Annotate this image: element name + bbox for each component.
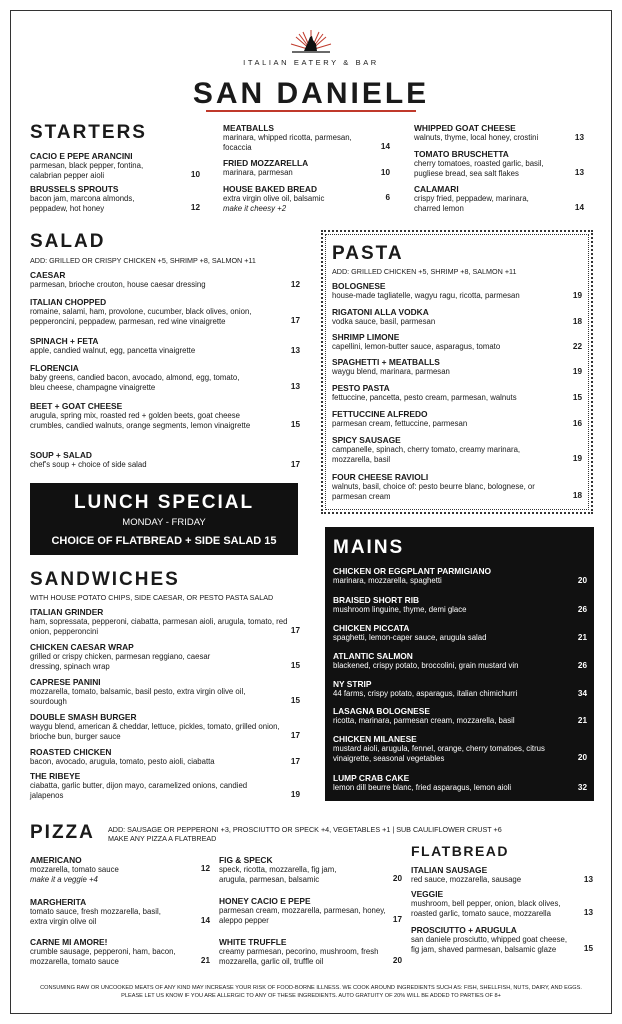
allergy-disclaimer: CONSUMING RAW OR UNCOOKED MEATS OF ANY KIND MAY INCREASE YOUR RISK OF FOOD-BORNE ILLNESS. WE COOK AROUND INGREDIENTS SUCH AS: FISH, SHELLFISH, NUTS, DAIRY, AND EGGS. PLEASE LET US KNOW IF YOU ARE ALLERGIC TO ANY OF THESE INGREDIENTS. AUTO GRATUITY OF 20% WILL BE ADDED TO PARTIES OF 8+	[40, 985, 582, 999]
menu-item: CAESAR parmesan, brioche crouton, house caesar dressing 12	[30, 270, 300, 289]
menu-item: WHIPPED GOAT CHEESE walnuts, thyme, local honey, crostini 13	[414, 123, 584, 142]
menu-item: ATLANTIC SALMON blackened, crispy potato, broccolini, grain mustard vin 26	[333, 651, 587, 670]
sandwiches-title: SANDWICHES	[30, 569, 180, 590]
menu-item: VEGGIE mushroom, bell pepper, onion, black olives, roasted garlic, tomato sauce, mozzarella 13	[411, 889, 593, 918]
pizza-flatbread-note: MAKE ANY PIZZA A FLATBREAD	[108, 834, 217, 843]
menu-item: TOMATO BRUSCHETTA cherry tomatoes, roasted garlic, basil, pugliese bread, sea salt flakes 13	[414, 149, 584, 178]
menu-item: CHICKEN PICCATA spaghetti, lemon-caper sauce, arugula salad 21	[333, 623, 587, 642]
flatbread-title: FLATBREAD	[411, 843, 510, 859]
menu-item: FLORENCIA baby greens, candied bacon, avocado, almond, egg, tomato, bleu cheese, champagne vinaigrette 13	[30, 363, 300, 392]
brand-name: SAN DANIELE	[192, 77, 430, 110]
menu-item: HONEY CACIO E PEPE parmesan cream, mozzarella, parmesan, honey, aleppo pepper 17	[219, 896, 402, 925]
menu-item: ITALIAN SAUSAGE red sauce, mozzarella, sausage 13	[411, 865, 593, 884]
menu-item: FIG & SPECK speck, ricotta, mozzarella, fig jam, arugula, parmesan, balsamic 20	[219, 855, 402, 884]
menu-item: SHRIMP LIMONE capellini, lemon-butter sauce, asparagus, tomato 22	[332, 332, 582, 351]
menu-item: PROSCIUTTO + ARUGULA san daniele prosciutto, whipped goat cheese, fig jam, shaved parmesan, balsamic glaze 15	[411, 925, 593, 954]
menu-item: BRAISED SHORT RIB mushroom linguine, thyme, demi glace 26	[333, 595, 587, 614]
menu-item: CHICKEN MILANESE mustard aioli, arugula, fennel, orange, cherry tomatoes, citrus vinaigrette, seasonal vegetables 20	[333, 734, 587, 763]
menu-item: FOUR CHEESE RAVIOLI walnuts, basil, choice of: pesto beurre blanc, bolognese, or parmesan cream 18	[332, 472, 582, 501]
salad-addons: ADD: GRILLED OR CRISPY CHICKEN +5, SHRIMP +8, SALMON +11	[30, 256, 256, 265]
menu-item: PESTO PASTA fettuccine, pancetta, pesto cream, parmesan, walnuts 15	[332, 383, 582, 402]
menu-item: CARNE MI AMORE! crumble sausage, pepperoni, ham, bacon, mozzarella, tomato sauce 21	[30, 937, 210, 966]
menu-item: LASAGNA BOLOGNESE ricotta, marinara, parmesan cream, mozzarella, basil 21	[333, 706, 587, 725]
starters-title: STARTERS	[30, 122, 147, 143]
menu-item: LUMP CRAB CAKE lemon dill beurre blanc, fried asparagus, lemon aioli 32	[333, 773, 587, 792]
menu-item: WHITE TRUFFLE creamy parmesan, pecorino, mushroom, fresh mozzarella, garlic oil, truffle oil 20	[219, 937, 402, 966]
menu-item: NY STRIP 44 farms, crispy potato, asparagus, italian chimichurri 34	[333, 679, 587, 698]
lunch-special-title: LUNCH SPECIAL	[73, 492, 255, 513]
menu-item: DOUBLE SMASH BURGER waygu blend, american & cheddar, lettuce, pickles, tomato, grilled onion, brioche bun, burger sauce 17	[30, 712, 300, 741]
lunch-special-days: MONDAY - FRIDAY	[122, 517, 206, 528]
sandwiches-sides: WITH HOUSE POTATO CHIPS, SIDE CAESAR, OR PESTO PASTA SALAD	[30, 593, 274, 602]
brand-tagline: ITALIAN EATERY & BAR	[243, 58, 379, 67]
pizza-title: PIZZA	[30, 822, 95, 843]
wolf-logo-icon	[286, 28, 336, 56]
menu-item: RIGATONI ALLA VODKA vodka sauce, basil, parmesan 18	[332, 307, 582, 326]
menu-item: CAPRESE PANINI mozzarella, tomato, balsamic, basil pesto, extra virgin olive oil, sourdough 15	[30, 677, 300, 706]
menu-item: BEET + GOAT CHEESE arugula, spring mix, roasted red + golden beets, goat cheese crumbles, candied walnuts, orange segments, lemon vinaigrette 15	[30, 401, 300, 430]
menu-item: CALAMARI crispy fried, peppadew, marinara, charred lemon 14	[414, 184, 584, 213]
menu-item: BOLOGNESE house-made tagliatelle, wagyu ragu, ricotta, parmesan 19	[332, 281, 582, 300]
menu-item: FRIED MOZZARELLA marinara, parmesan 10	[223, 158, 390, 177]
menu-item: MARGHERITA tomato sauce, fresh mozzarella, basil, extra virgin olive oil 14	[30, 897, 210, 926]
menu-item: SOUP + SALAD chef's soup + choice of side salad 17	[30, 450, 300, 469]
brand-underline	[206, 110, 416, 112]
menu-item: THE RIBEYE ciabatta, garlic butter, dijon mayo, caramelized onions, candied jalapenos 19	[30, 771, 300, 800]
pasta-addons: ADD: GRILLED CHICKEN +5, SHRIMP +8, SALMON +11	[332, 267, 517, 276]
menu-item: MEATBALLS marinara, whipped ricotta, parmesan, focaccia 14	[223, 123, 390, 152]
pizza-addons: ADD: SAUSAGE OR PEPPERONI +3, PROSCIUTTO OR SPECK +4, VEGETABLES +1 | SUB CAULIFLOWER CRUST +6	[108, 825, 502, 834]
menu-item: CACIO E PEPE ARANCINI parmesan, black pepper, fontina, calabrian pepper aioli 10	[30, 151, 200, 180]
menu-item: AMERICANO mozzarella, tomato sauce make it a veggie +4 12	[30, 855, 210, 884]
menu-item: SPINACH + FETA apple, candied walnut, egg, pancetta vinaigrette 13	[30, 336, 300, 355]
menu-item: SPICY SAUSAGE campanelle, spinach, cherry tomato, creamy marinara, mozzarella, basil 19	[332, 435, 582, 464]
menu-item: ROASTED CHICKEN bacon, avocado, arugula, tomato, pesto aioli, ciabatta 17	[30, 747, 300, 766]
menu-item: HOUSE BAKED BREAD extra virgin olive oil, balsamic make it cheesy +2 6	[223, 184, 390, 213]
menu-item: CHICKEN CAESAR WRAP grilled or crispy chicken, parmesan reggiano, caesar dressing, spinach wrap 15	[30, 642, 300, 671]
menu-item: ITALIAN GRINDER ham, sopressata, pepperoni, ciabatta, parmesan aioli, arugula, tomato, red onion, pepperoncini 17	[30, 607, 300, 636]
lunch-special-offer: CHOICE OF FLATBREAD + SIDE SALAD 15	[51, 535, 277, 547]
mains-title: MAINS	[333, 537, 405, 558]
menu-item: BRUSSELS SPROUTS bacon jam, marcona almonds, peppadew, hot honey 12	[30, 184, 200, 213]
menu-item: ITALIAN CHOPPED romaine, salami, ham, provolone, cucumber, black olives, onion, pepperoncini, peppadew, parmesan, red wine vinaigrette 17	[30, 297, 300, 326]
salad-title: SALAD	[30, 231, 106, 252]
menu-item: CHICKEN OR EGGPLANT PARMIGIANO marinara, mozzarella, spaghetti 20	[333, 566, 587, 585]
pasta-title: PASTA	[332, 243, 404, 264]
menu-item: SPAGHETTI + MEATBALLS waygu blend, marinara, parmesan 19	[332, 357, 582, 376]
lunch-special-panel	[30, 483, 298, 555]
mains-panel	[325, 527, 594, 801]
menu-item: FETTUCCINE ALFREDO parmesan cream, fettuccine, parmesan 16	[332, 409, 582, 428]
